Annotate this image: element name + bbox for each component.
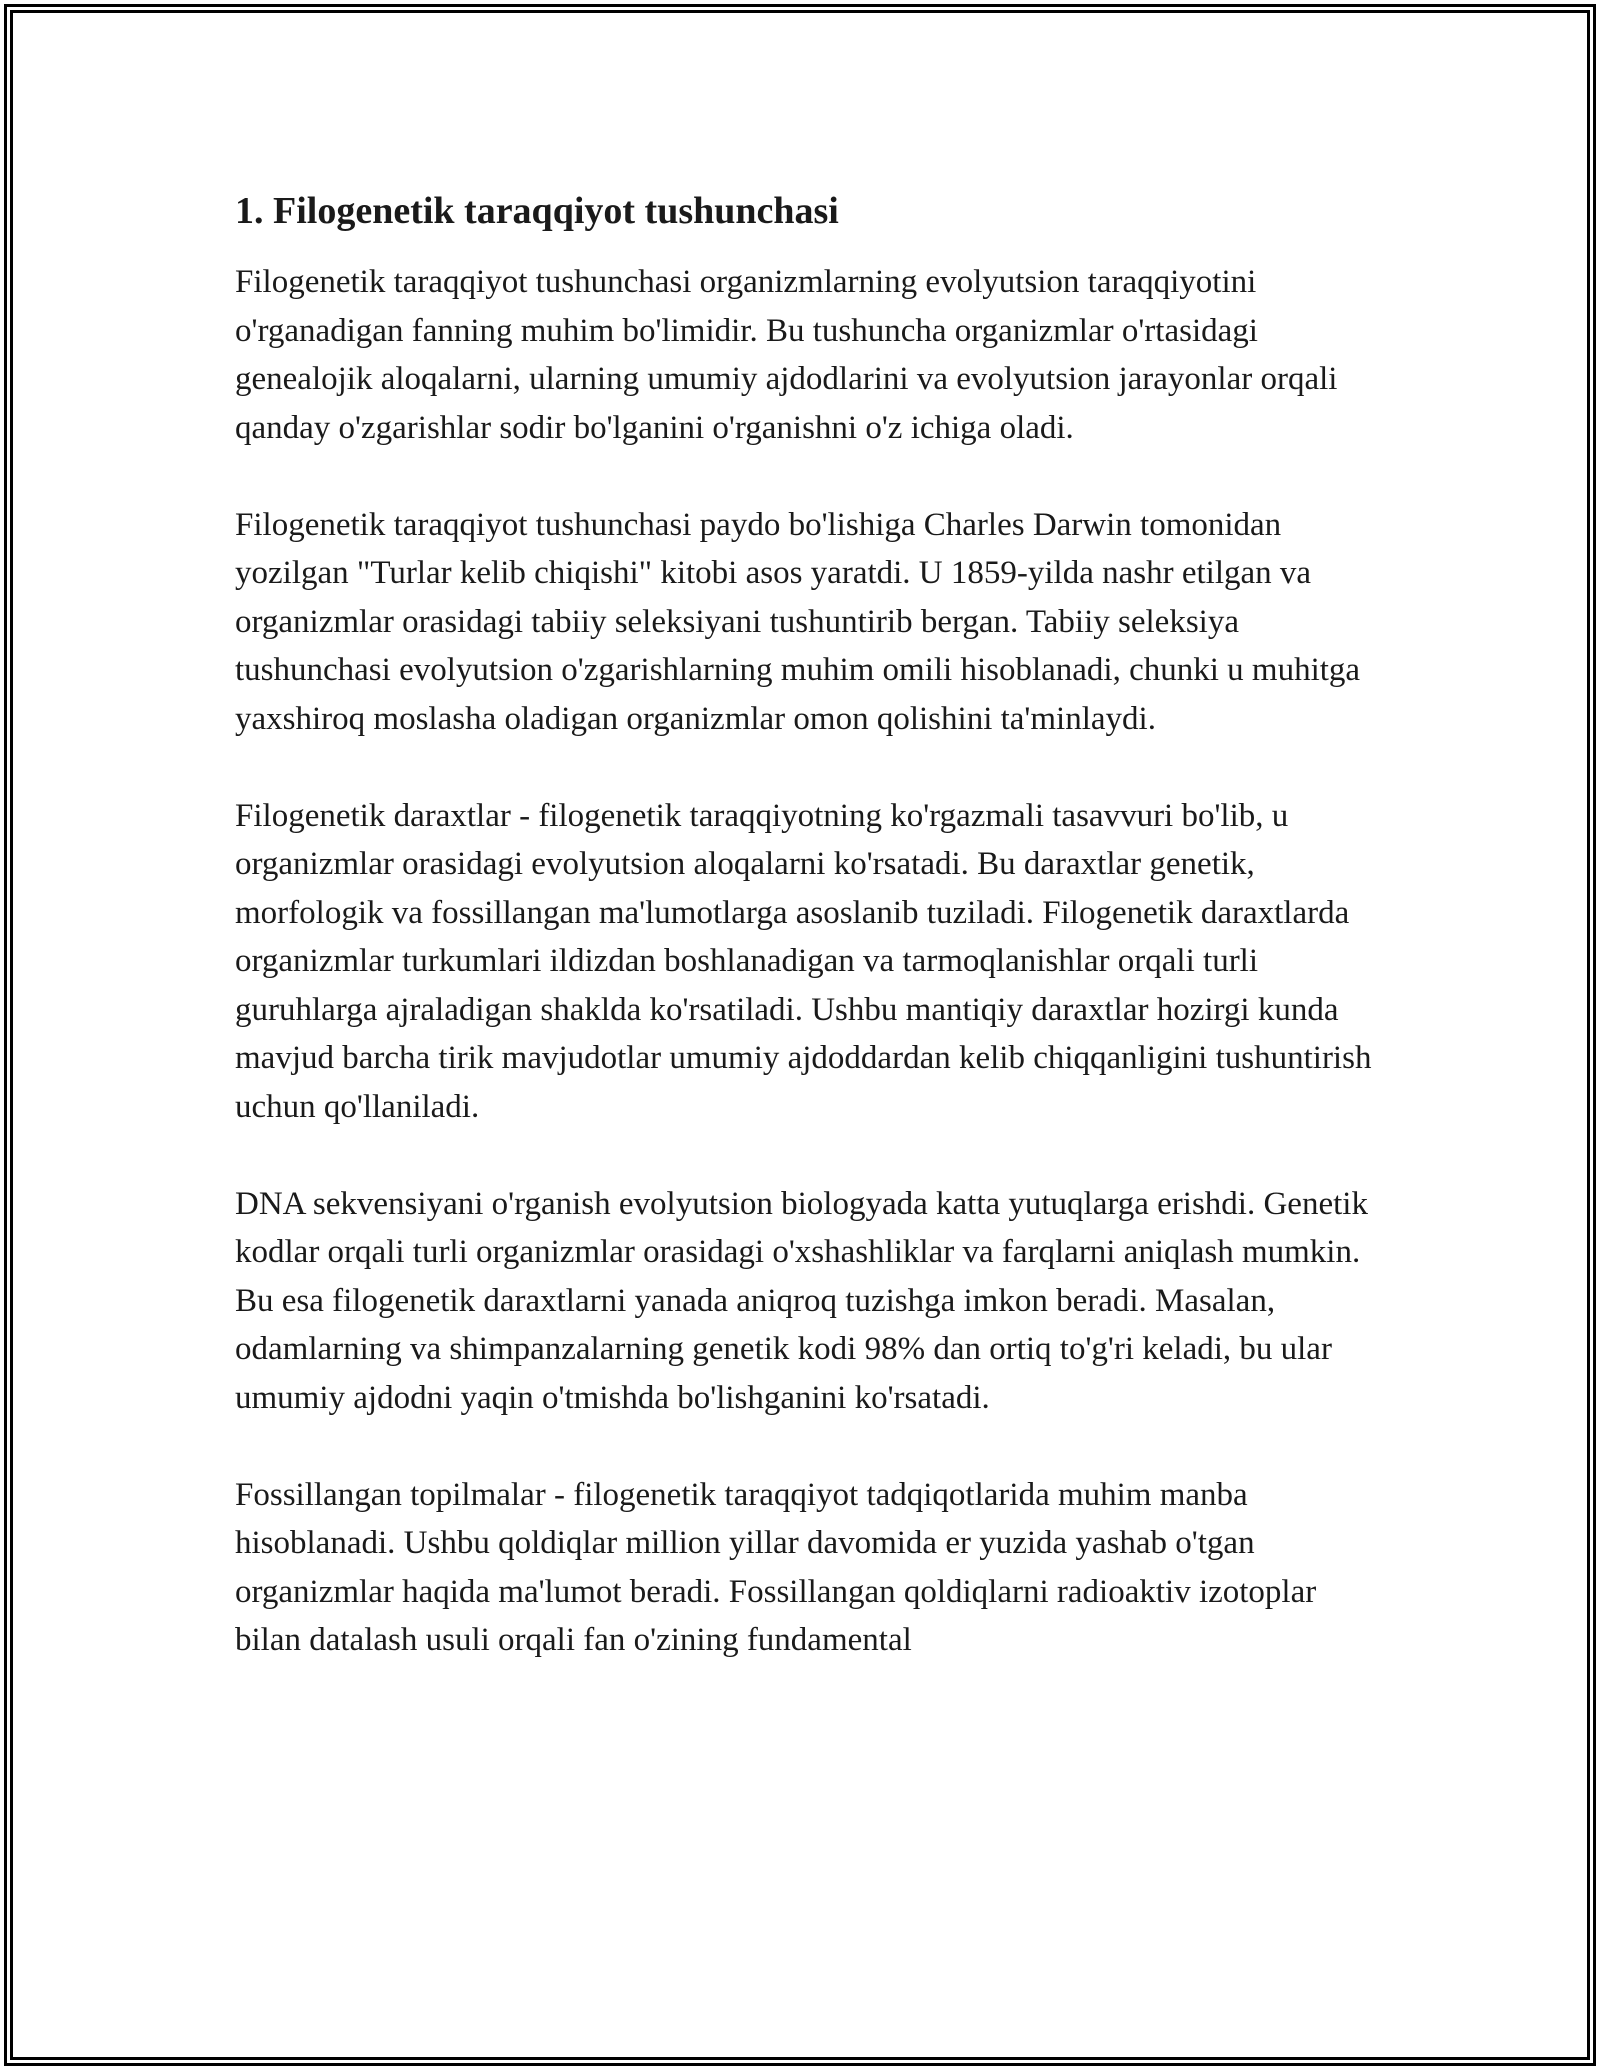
paragraph-2: Filogenetik taraqqiyot tushunchasi paydo bo'lishiga Charles Darwin tomonidan yozilgan "Turlar kelib chiqishi" kitobi asos yaratdi. U 1859-yilda nashr etilgan va organizmlar orasidagi tabiiy seleksiyani tushuntirib bergan. Tabiiy seleksiya tushunchasi evolyutsion o'zgarishlarning muhim omili hisoblanadi, chunki u muhitga yaxshiroq moslasha oladigan organizmlar omon qolishini ta'minlaydi. xyxy=(235,506,1361,737)
paragraph-1: Filogenetik taraqqiyot tushunchasi organizmlarning evolyutsion taraqqiyotini o'rganadigan fanning muhim bo'limidir. Bu tushuncha organizmlar o'rtasidagi genealojik aloqalarni, ularning umumiy ajdodlarini va evolyutsion jarayonlar orqali qanday o'zgarishlar sodir bo'lganini o'rganishni o'z ichiga oladi. xyxy=(235,264,1338,446)
paragraph-5: Fossillangan topilmalar - filogenetik taraqqiyot tadqiqotlarida muhim manba hisoblanadi. Ushbu qoldiqlar million yillar davomida er yuzida yashab o'tgan organizmlar haqida ma'lumot beradi. Fossillangan qoldiqlarni radioaktiv izotoplar bilan datalash usuli orqali fan o'zining fundamental xyxy=(235,1476,1317,1658)
document-body xyxy=(235,186,1385,1665)
section-heading: 1. Filogenetik taraqqiyot tushunchasi xyxy=(235,190,839,232)
paragraph-4: DNA sekvensiyani o'rganish evolyutsion biologyada katta yutuqlarga erishdi. Genetik kodlar orqali turli organizmlar orasidagi o'xshashliklar va farqlarni aniqlash mumkin. Bu esa filogenetik daraxtlarni yanada aniqroq tuzishga imkon beradi. Masalan, odamlarning va shimpanzalarning genetik kodi 98% dan ortiq to'g'ri keladi, bu ular umumiy ajdodni yaqin o'tmishda bo'lishganini ko'rsatadi. xyxy=(235,1185,1368,1416)
paragraph-3: Filogenetik daraxtlar - filogenetik taraqqiyotning ko'rgazmali tasavvuri bo'lib, u organizmlar orasidagi evolyutsion aloqalarni ko'rsatadi. Bu daraxtlar genetik, morfologik va fossillangan ma'lumotlarga asoslanib tuziladi. Filogenetik daraxtlarda organizmlar turkumlari ildizdan boshlanadigan va tarmoqlanishlar orqali turli guruhlarga ajraladigan shaklda ko'rsatiladi. Ushbu mantiqiy daraxtlar hozirgi kunda mavjud barcha tirik mavjudotlar umumiy ajdoddardan kelib chiqqanligini tushuntirish uchun qo'llaniladi. xyxy=(235,797,1372,1125)
